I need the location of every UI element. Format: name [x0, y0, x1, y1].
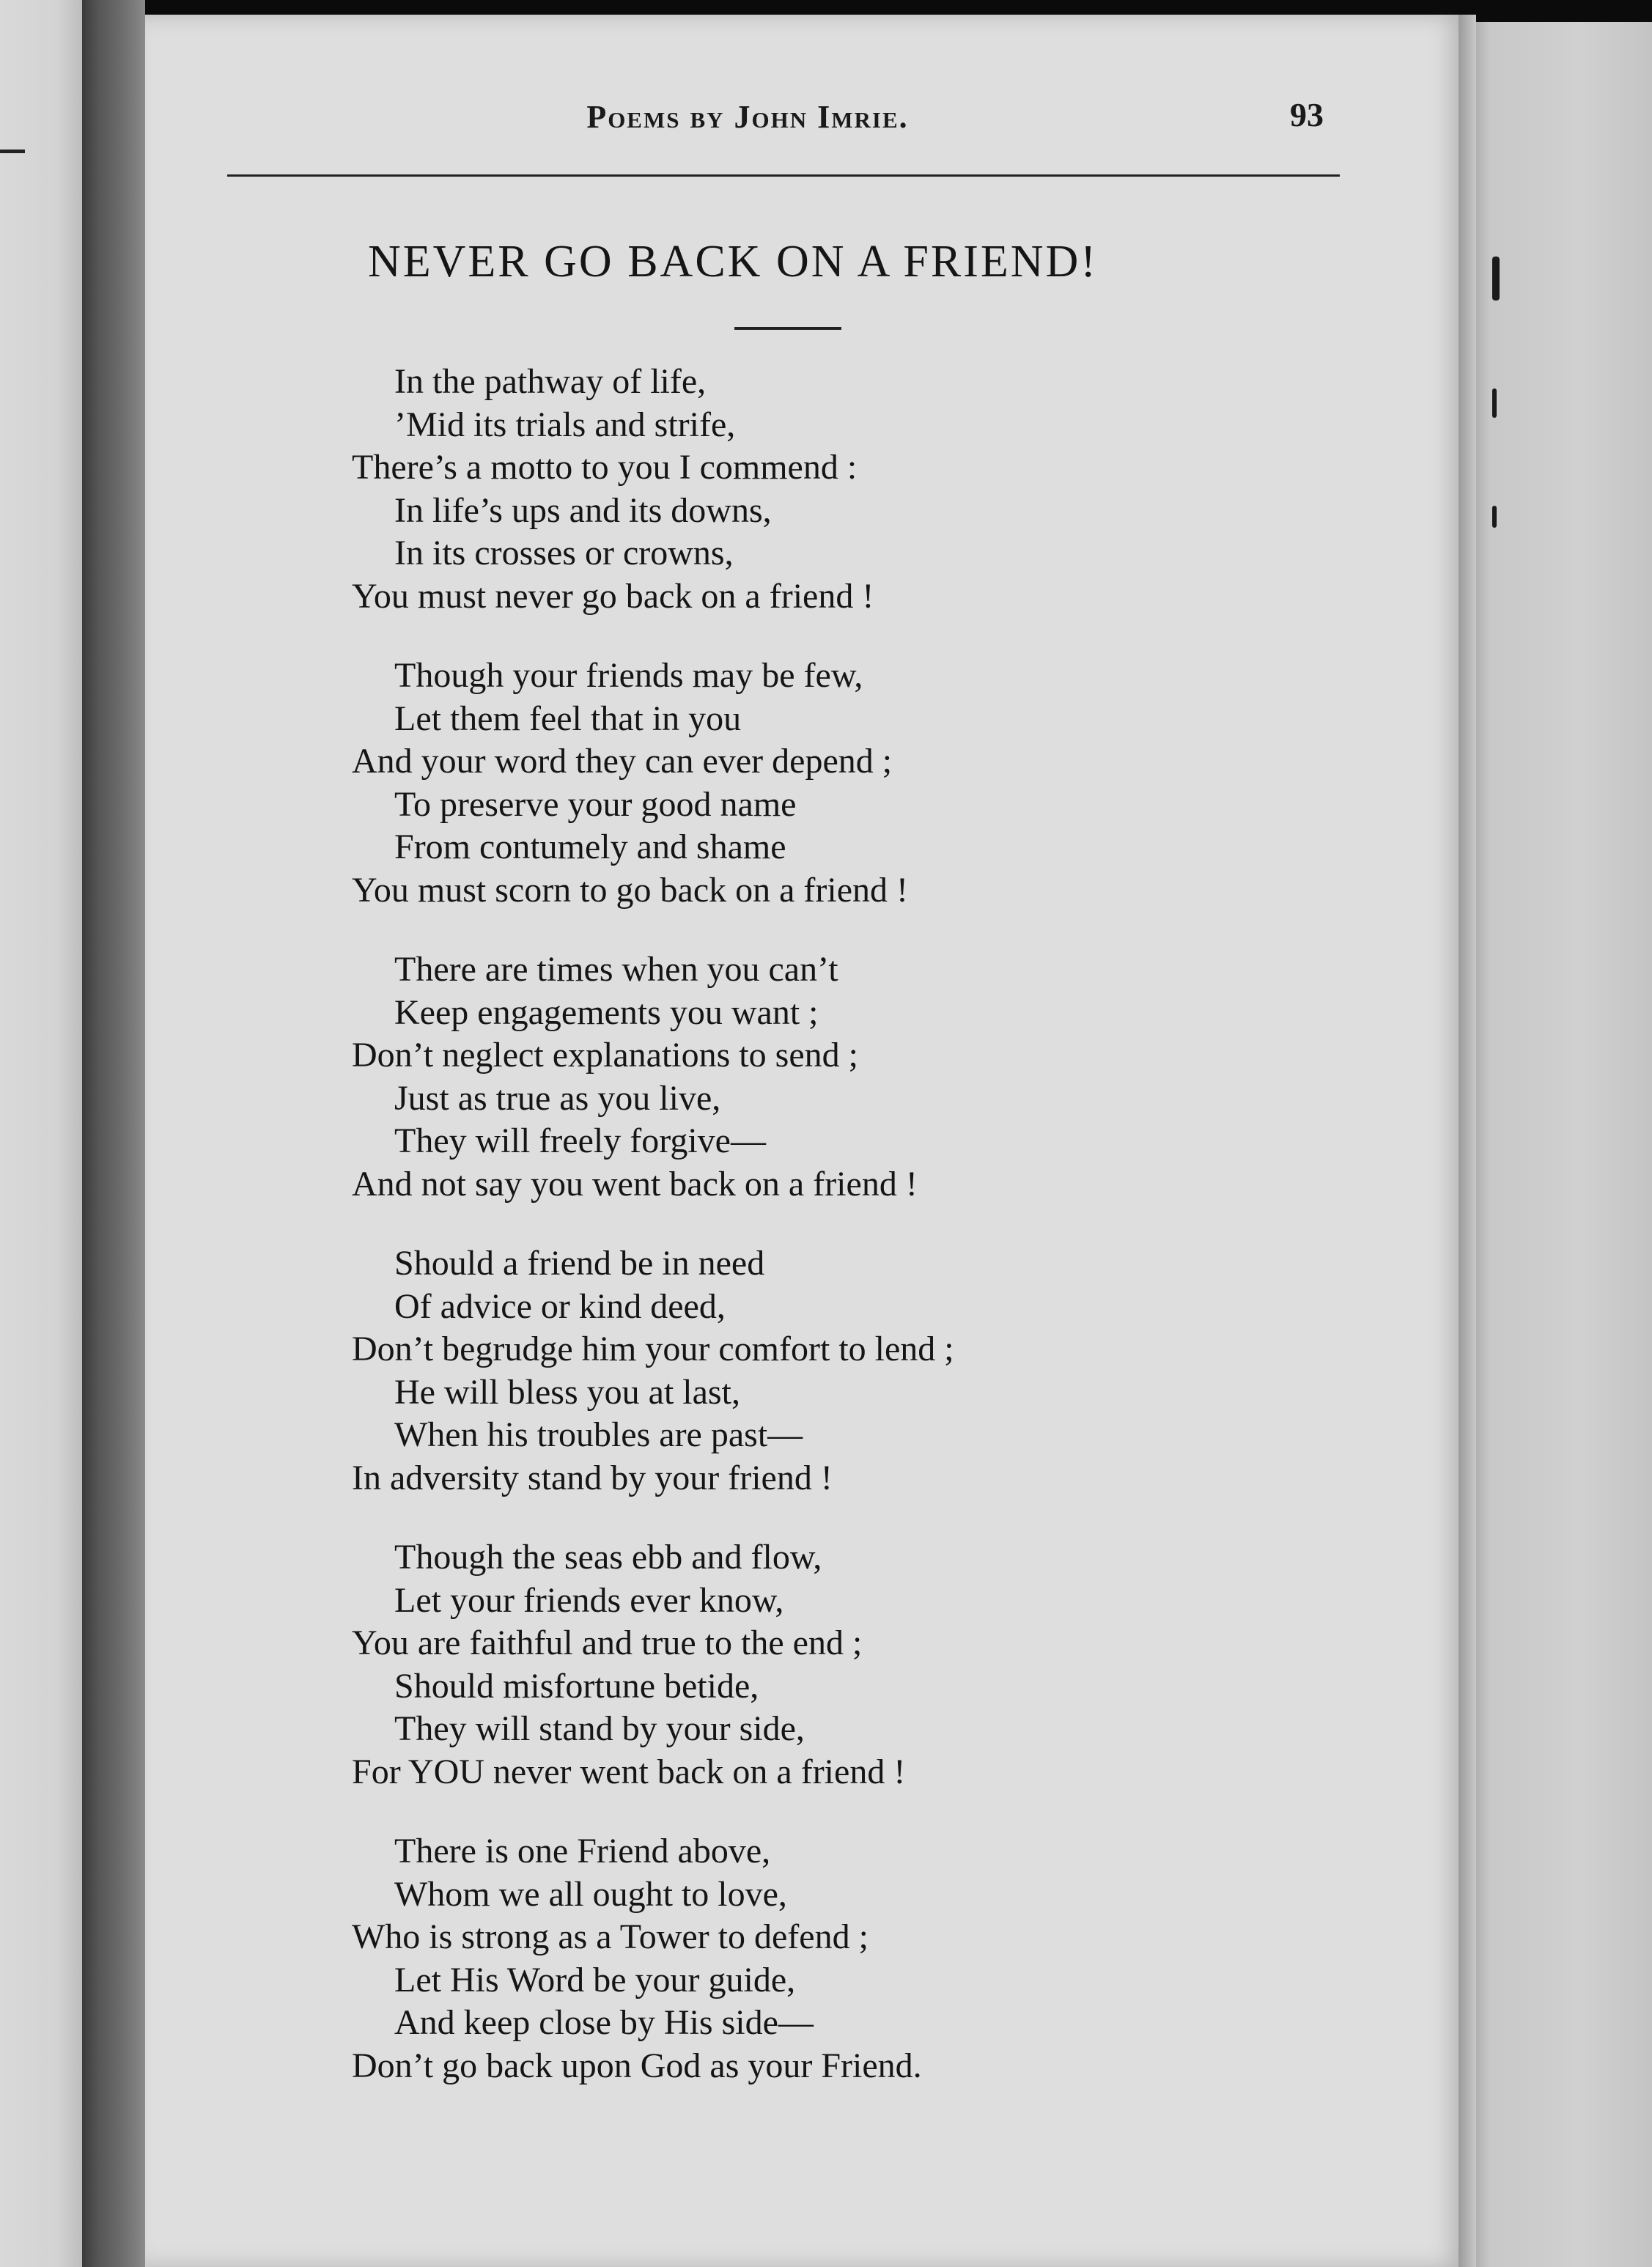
poem-line: For YOU never went back on a friend !	[352, 1752, 906, 1791]
poem-line: You must never go back on a friend !	[352, 576, 874, 616]
previous-page-mark	[0, 150, 25, 153]
running-head: Poems by John Imrie.	[586, 99, 909, 135]
poem-line: He will bless you at last,	[394, 1372, 740, 1412]
poem-line: Don’t begrudge him your comfort to lend ;	[352, 1330, 954, 1368]
poem-line: In the pathway of life,	[394, 362, 707, 401]
poem-line: Don’t neglect explanations to send ;	[352, 1036, 858, 1074]
book-gutter	[82, 0, 145, 2267]
stanza	[352, 948, 1305, 1206]
next-page-text-fragment	[1492, 506, 1497, 528]
poem-line: There’s a motto to you I commend :	[352, 448, 858, 487]
poem-line: They will stand by your side,	[394, 1709, 805, 1748]
next-page-text-fragment	[1492, 388, 1497, 418]
poem-line: Keep engagements you want ;	[394, 992, 819, 1032]
poem-line: Let His Word be your guide,	[394, 1960, 796, 1999]
poem-line: Whom we all ought to love,	[394, 1874, 787, 1914]
poem-line: There is one Friend above,	[394, 1832, 771, 1870]
poem-line: Don’t go back upon God as your Friend.	[352, 2046, 922, 2085]
poem-line: Who is strong as a Tower to defend ;	[352, 1917, 869, 1956]
previous-page-edge	[0, 0, 82, 2267]
poem-line: Though your friends may be few,	[394, 656, 863, 695]
poem-line: In its crosses or crowns,	[394, 534, 734, 572]
poem-line: In adversity stand by your friend !	[352, 1458, 833, 1497]
page-number: 93	[1290, 96, 1324, 133]
title-rule	[734, 327, 841, 330]
stanza	[352, 1242, 1305, 1500]
poem-line: Let your friends ever know,	[394, 1580, 784, 1620]
poem-line: And keep close by His side—	[394, 2003, 814, 2042]
poem-line: You must scorn to go back on a friend !	[352, 870, 909, 910]
stanza	[352, 655, 1305, 912]
poem-line: Let them feel that in you	[394, 698, 742, 738]
poem-line: To preserve your good name	[394, 784, 797, 824]
poem-line: Should a friend be in need	[394, 1244, 765, 1283]
header-rule	[227, 174, 1340, 177]
poem-line: There are times when you can’t	[394, 950, 838, 989]
poem-line: When his troubles are past—	[394, 1415, 803, 1454]
stanza	[352, 361, 1305, 618]
poem-line: You are faithful and true to the end ;	[352, 1623, 863, 1662]
poem-line: From contumely and shame	[394, 827, 786, 866]
poem-line: In life’s ups and its downs,	[394, 490, 772, 530]
poem-body	[352, 361, 1305, 2124]
poem-line: They will freely forgive—	[394, 1121, 766, 1160]
stanza	[352, 1830, 1305, 2087]
poem-line: Should misfortune betide,	[394, 1666, 759, 1706]
poem-line: Of advice or kind deed,	[394, 1286, 726, 1326]
poem-title: NEVER GO BACK ON A FRIEND!	[368, 237, 1098, 287]
poem-line: And your word they can ever depend ;	[352, 742, 893, 781]
poem-line: And not say you went back on a friend !	[352, 1164, 918, 1203]
next-page-edge	[1472, 22, 1652, 2267]
stanza	[352, 1536, 1305, 1794]
poem-line: ’Mid its trials and strife,	[394, 405, 736, 444]
poem-line: Though the seas ebb and flow,	[394, 1538, 822, 1577]
poem-line: Just as true as you live,	[394, 1078, 721, 1118]
next-page-text-fragment	[1492, 257, 1500, 301]
page-fore-edge	[1459, 15, 1476, 2267]
